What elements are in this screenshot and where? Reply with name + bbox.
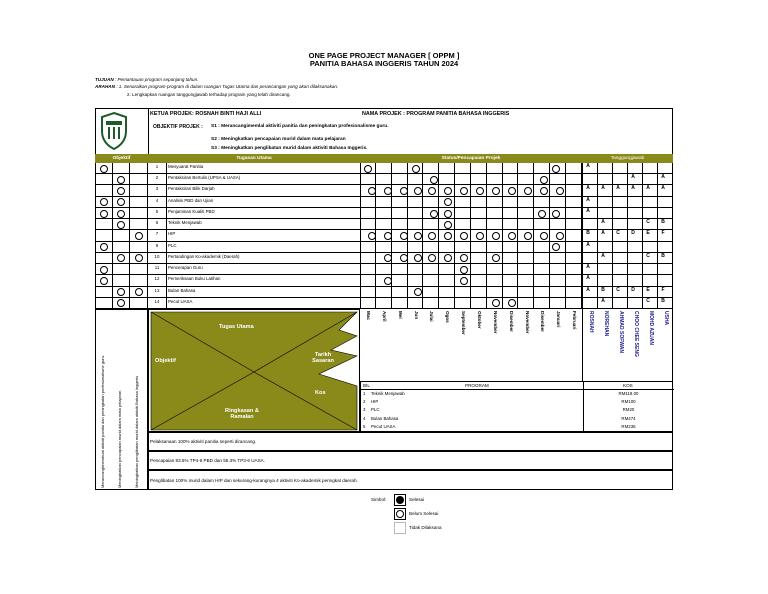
- cost-table: [360, 381, 673, 432]
- responsibility-cell: [597, 197, 608, 208]
- responsibility-cell: A: [597, 253, 608, 264]
- month-label: Jun: [413, 311, 419, 320]
- responsibility-cell: [627, 298, 638, 309]
- cost-value: RM118.00: [618, 391, 639, 396]
- month-label: April: [381, 311, 387, 322]
- tujuan-line: [95, 77, 198, 83]
- cost-value: RM100: [621, 399, 636, 405]
- cost-program: HIP: [371, 399, 379, 405]
- empty-circle-icon: [396, 510, 404, 518]
- diagram-kos: Kos: [315, 390, 326, 396]
- summary-2: Pencapaian 83.5% TP4-6 PBD dan 55.3% TP3-6 UASA.: [150, 458, 265, 463]
- status-marker: [368, 232, 376, 240]
- responsibility-cell: A: [582, 264, 593, 275]
- responsibility-cell: A: [627, 174, 638, 185]
- task-name: Pentaksiran Bertulis (UPSA & UASA): [168, 175, 241, 181]
- responsibility-cell: [597, 264, 608, 275]
- task-row: [95, 230, 673, 241]
- responsibility-cell: [627, 208, 638, 219]
- status-marker: [476, 187, 484, 195]
- responsibility-cell: A: [642, 185, 653, 196]
- task-row: [95, 163, 673, 174]
- task-name: Penjaminan Kualiti PBD: [168, 208, 215, 214]
- month-label: November: [492, 311, 498, 334]
- project-leader: KETUA PROJEK: ROSNAH BINTI HAJI ALLI: [150, 111, 262, 117]
- responsibility-cell: [612, 253, 623, 264]
- tujuan-label: TUJUAN: [95, 77, 114, 82]
- responsibility-cell: A: [597, 185, 608, 196]
- responsibility-cell: F: [657, 287, 668, 298]
- cost-program: Pecut UASA: [371, 423, 396, 429]
- legend-done: Selesai: [409, 497, 425, 502]
- month-label: Julai: [429, 311, 435, 322]
- task-name: Pecut UASA: [168, 298, 193, 304]
- responsibility-cell: [612, 174, 623, 185]
- status-marker: [524, 187, 532, 195]
- responsibility-cell: A: [597, 219, 608, 230]
- month-label: Januari: [556, 311, 562, 328]
- filled-circle-icon: [396, 496, 404, 504]
- summary-block: [148, 432, 673, 490]
- person-label: MOHD AZUAN: [648, 311, 654, 345]
- responsibility-cell: A: [582, 275, 593, 286]
- task-row: [95, 208, 673, 219]
- status-marker: [414, 232, 422, 240]
- task-name: Pertandingan Ko-akademik (Daerah): [168, 253, 240, 259]
- arahan-label: ARAHAN: [95, 84, 115, 89]
- responsibility-cell: [612, 197, 623, 208]
- responsibility-cell: [612, 275, 623, 286]
- responsibility-cell: C: [612, 230, 623, 241]
- responsibility-cell: [627, 219, 638, 230]
- task-number: 11: [154, 265, 160, 271]
- person-label: NOREHAN: [603, 311, 609, 337]
- month-label: Disember: [540, 311, 546, 332]
- arahan-item-1: : 1. Senaraikan program-program di dalam ruangan Tugas Utama dan perancangan yang akan dilaksanakan.: [116, 84, 339, 89]
- task-name: Pencerapan Guru: [168, 265, 203, 271]
- status-marker: [444, 221, 452, 229]
- responsibility-cell: [627, 275, 638, 286]
- col-tugas-header: Tugasan Utama: [148, 154, 360, 163]
- responsibility-cell: [612, 298, 623, 309]
- month-label: Oktober: [476, 311, 482, 329]
- responsibility-cell: A: [657, 174, 668, 185]
- responsibility-cell: A: [627, 185, 638, 196]
- task-row: [95, 242, 673, 253]
- status-marker: [556, 232, 564, 240]
- task-name: Pentaksiran Bilik Darjah: [168, 186, 215, 192]
- cost-bil: 4: [363, 415, 366, 421]
- status-marker: [400, 187, 408, 195]
- status-marker: [538, 210, 546, 218]
- task-row: [95, 185, 673, 196]
- responsibility-cell: [582, 219, 593, 230]
- responsibility-cell: A: [582, 197, 593, 208]
- cost-header-kos: KOS: [623, 383, 633, 388]
- status-marker: [540, 187, 548, 195]
- objective-marker: [100, 165, 108, 173]
- task-name: Analisis PBD dan Ujian: [168, 197, 214, 203]
- responsibility-cell: [657, 163, 668, 174]
- task-name: Teknik Menjawab: [168, 220, 202, 226]
- responsibility-cell: [627, 264, 638, 275]
- task-name: Bulan Bahasa: [168, 287, 196, 293]
- responsibility-cell: D: [627, 230, 638, 241]
- status-marker: [492, 232, 500, 240]
- status-marker: [430, 176, 438, 184]
- responsibility-cell: [642, 163, 653, 174]
- task-row: [95, 253, 673, 264]
- task-name: PLC: [168, 242, 177, 248]
- month-label: November: [524, 311, 530, 334]
- document-subtitle: PANITIA BAHASA INGGERIS TAHUN 2024: [309, 59, 459, 68]
- arahan-line: [95, 84, 338, 90]
- cost-value: RM20: [622, 407, 635, 413]
- responsibility-cell: C: [642, 219, 653, 230]
- responsibility-cell: [597, 174, 608, 185]
- cost-header-program: PROGRAM: [465, 383, 489, 388]
- summary-row: [148, 451, 673, 470]
- task-name: Mesyuarat Panitia: [168, 164, 204, 169]
- objective-marker: [135, 232, 143, 240]
- status-marker: [460, 232, 468, 240]
- status-marker: [428, 187, 436, 195]
- tujuan-text: : Pemantauan program sepanjang tahun.: [114, 77, 199, 82]
- responsibility-cell: [612, 242, 623, 253]
- responsibility-cell: [642, 197, 653, 208]
- status-marker: [414, 187, 422, 195]
- responsibility-cell: [657, 275, 668, 286]
- status-marker: [400, 232, 408, 240]
- responsibility-cell: B: [657, 253, 668, 264]
- responsibility-cell: [582, 298, 593, 309]
- month-label: Februari: [572, 311, 578, 330]
- task-number: 10: [154, 253, 160, 259]
- status-marker: [412, 165, 420, 173]
- objective-marker: [100, 210, 108, 218]
- side-objective-2: Meningkatkan pencapaian murid dalam mata pelajaran: [117, 390, 122, 488]
- status-marker: [368, 187, 376, 195]
- responsibility-cell: [642, 264, 653, 275]
- status-marker: [364, 165, 372, 173]
- responsibility-cell: [642, 275, 653, 286]
- arahan-item-2: 2. Lengkapkan ruangan tanggungjawab terhadap program yang telah dirancang.: [127, 92, 291, 97]
- responsibility-cell: A: [657, 185, 668, 196]
- responsibility-cell: [642, 174, 653, 185]
- status-marker: [540, 232, 548, 240]
- status-marker: [384, 232, 392, 240]
- status-marker: [444, 232, 452, 240]
- col-status-header: Status/Pencapaian Projek: [360, 154, 582, 163]
- side-objectives: [95, 309, 148, 490]
- diagram-tarikh: Tarikh Sasaran: [312, 352, 334, 364]
- objective-marker: [117, 221, 125, 229]
- responsibility-cell: [657, 208, 668, 219]
- legend-na: Tidak Dilaksana: [409, 525, 442, 530]
- responsibility-cell: C: [612, 287, 623, 298]
- responsibility-cell: A: [612, 185, 623, 196]
- objective-s3: S3 : Meningkatkan penglibatan murid dalam aktiviti Bahasa Inggeris.: [211, 146, 368, 151]
- month-label: Mei: [397, 311, 403, 319]
- cost-bil: 3: [363, 407, 366, 413]
- responsibility-cell: A: [582, 287, 593, 298]
- status-marker: [552, 210, 560, 218]
- legend-na-box: [394, 522, 406, 534]
- month-label: Ogos: [445, 311, 451, 323]
- responsibility-cell: [582, 253, 593, 264]
- status-marker: [524, 232, 532, 240]
- responsibility-cell: [642, 208, 653, 219]
- status-marker: [552, 165, 560, 173]
- status-marker: [540, 176, 548, 184]
- cost-value: RM236: [621, 423, 636, 429]
- objective-s2: S2 : Meningkatkan pencapaian murid dalam mata pelajaran: [211, 137, 346, 142]
- objective-marker: [100, 277, 108, 285]
- responsibility-cell: C: [642, 253, 653, 264]
- status-marker: [384, 187, 392, 195]
- responsibility-cell: [597, 242, 608, 253]
- task-number: 3: [155, 186, 159, 192]
- responsibility-cell: [612, 219, 623, 230]
- responsibility-cell: D: [627, 287, 638, 298]
- legend-label: Simbol:: [371, 497, 387, 502]
- responsibility-cell: F: [657, 230, 668, 241]
- legend-notdone-box: [394, 508, 406, 520]
- person-label: ROSNAH: [588, 311, 594, 333]
- cost-bil: 1: [363, 391, 366, 396]
- legend-notdone: Belum Selesai: [409, 511, 439, 516]
- diagram-objektif: Objektif: [155, 358, 176, 364]
- legend-done-box: [394, 494, 406, 506]
- objective-s1: S1 : Merancangimemlal aktiviti panitia dan peningkatan profesionalisme guru.: [211, 124, 389, 129]
- responsibility-cell: [627, 163, 638, 174]
- objective-marker: [100, 243, 108, 251]
- objective-label: OBJEKTIF PROJEK :: [153, 124, 203, 130]
- task-number: 2: [155, 175, 159, 181]
- task-row: [95, 275, 673, 286]
- responsibility-cell: [642, 242, 653, 253]
- status-marker: [492, 187, 500, 195]
- task-number: 9: [155, 242, 159, 248]
- task-row: [95, 298, 673, 309]
- status-marker: [430, 210, 438, 218]
- month-label: Mac: [366, 311, 371, 320]
- responsibility-cell: [627, 253, 638, 264]
- responsibility-cell: E: [642, 287, 653, 298]
- responsibility-cell: [597, 163, 608, 174]
- cost-program: Bulan Bahasa: [371, 415, 399, 421]
- status-marker: [476, 232, 484, 240]
- responsibility-cell: [657, 242, 668, 253]
- task-row: [95, 174, 673, 185]
- summary-3: Penglibatan 100% murid dalam HIP dan sekurang-kurangnya 4 aktiviti Ko-akademik peringkat daerah.: [150, 478, 358, 483]
- task-number: 14: [154, 298, 160, 304]
- task-number: 13: [154, 287, 160, 293]
- responsibility-cell: [612, 264, 623, 275]
- status-marker: [460, 277, 468, 285]
- person-label: AHMAD SOFWAN: [618, 311, 624, 353]
- task-row: [95, 264, 673, 275]
- summary-row: [148, 432, 673, 451]
- responsibility-cell: A: [582, 185, 593, 196]
- document-title: ONE PAGE PROJECT MANAGER [ OPPM ]: [308, 51, 460, 60]
- cost-bil: 2: [363, 399, 366, 405]
- responsibility-cell: B: [657, 298, 668, 309]
- responsibility-cell: [597, 208, 608, 219]
- status-marker: [460, 266, 468, 274]
- people-header: [582, 309, 674, 381]
- responsibility-cell: [612, 163, 623, 174]
- cost-value: RM474: [621, 415, 636, 421]
- project-name: NAMA PROJEK : PROGRAM PANITIA BAHASA INGGERIS: [362, 111, 510, 117]
- status-marker: [428, 232, 436, 240]
- responsibility-cell: B: [597, 287, 608, 298]
- responsibility-cell: [612, 208, 623, 219]
- cost-program: Teknik Menjawab: [371, 391, 405, 396]
- responsibility-cell: E: [642, 230, 653, 241]
- responsibility-cell: [582, 174, 593, 185]
- status-marker: [460, 187, 468, 195]
- task-number: 12: [154, 276, 160, 282]
- cost-bil: 5: [363, 423, 366, 429]
- responsibility-cell: A: [582, 242, 593, 253]
- responsibility-cell: A: [597, 230, 608, 241]
- objective-marker: [100, 266, 108, 274]
- status-marker: [384, 277, 392, 285]
- responsibility-cell: [657, 264, 668, 275]
- objective-marker: [100, 198, 108, 206]
- responsibility-cell: A: [582, 163, 593, 174]
- diagram-tugas: Tugas Utama: [219, 324, 254, 330]
- task-number: 1: [155, 164, 159, 169]
- month-label: Disember: [508, 311, 514, 332]
- responsibility-cell: [597, 275, 608, 286]
- objective-marker: [117, 176, 125, 184]
- objective-marker: [117, 210, 125, 218]
- diagram-ringkasan: Ringkasan & Ramalan: [225, 408, 259, 420]
- person-label: USHA: [663, 311, 669, 326]
- col-objektif-header: Objektif: [95, 154, 148, 163]
- task-row: [95, 287, 673, 298]
- task-grid: [95, 163, 673, 309]
- responsibility-cell: [627, 197, 638, 208]
- status-marker: [444, 187, 452, 195]
- task-number: 5: [155, 208, 159, 214]
- responsibility-cell: [657, 197, 668, 208]
- side-objective-1: Merancang/membuat aktiviti panitia dan peningkatan profesionalisme guru.: [100, 355, 105, 488]
- school-logo: [98, 111, 130, 151]
- task-row: [95, 219, 673, 230]
- month-header: [360, 309, 582, 381]
- status-marker: [444, 210, 452, 218]
- status-marker: [508, 232, 516, 240]
- status-marker: [556, 187, 564, 195]
- col-tanggung-header: Tanggungjawab: [582, 154, 673, 163]
- task-name: HIP: [168, 231, 176, 237]
- person-label: CHOO CHEE SENG: [633, 311, 639, 357]
- responsibility-cell: [627, 242, 638, 253]
- side-objective-3: Meningkatkan penglibatan murid dalam aktiviti Bahasa Inggeris: [134, 375, 139, 488]
- oppm-diagram: [148, 309, 360, 432]
- task-number: 4: [155, 197, 159, 203]
- task-number: 7: [155, 231, 159, 237]
- summary-row: [148, 470, 673, 490]
- responsibility-cell: B: [582, 230, 593, 241]
- task-name: Pemeriksaan Buku Latihan: [168, 276, 221, 282]
- task-row: [95, 197, 673, 208]
- cost-header-bil: BIL: [363, 383, 370, 388]
- task-number: 6: [155, 220, 159, 226]
- responsibility-cell: B: [657, 219, 668, 230]
- status-marker: [508, 187, 516, 195]
- responsibility-cell: A: [597, 298, 608, 309]
- objective-marker: [135, 288, 143, 296]
- responsibility-cell: A: [582, 208, 593, 219]
- summary-1: Pelaksanaan 100% aktiviti panitia seperti dirancang.: [150, 439, 257, 444]
- month-label: September: [461, 311, 467, 335]
- responsibility-cell: C: [642, 298, 653, 309]
- cost-program: PLC: [371, 407, 380, 413]
